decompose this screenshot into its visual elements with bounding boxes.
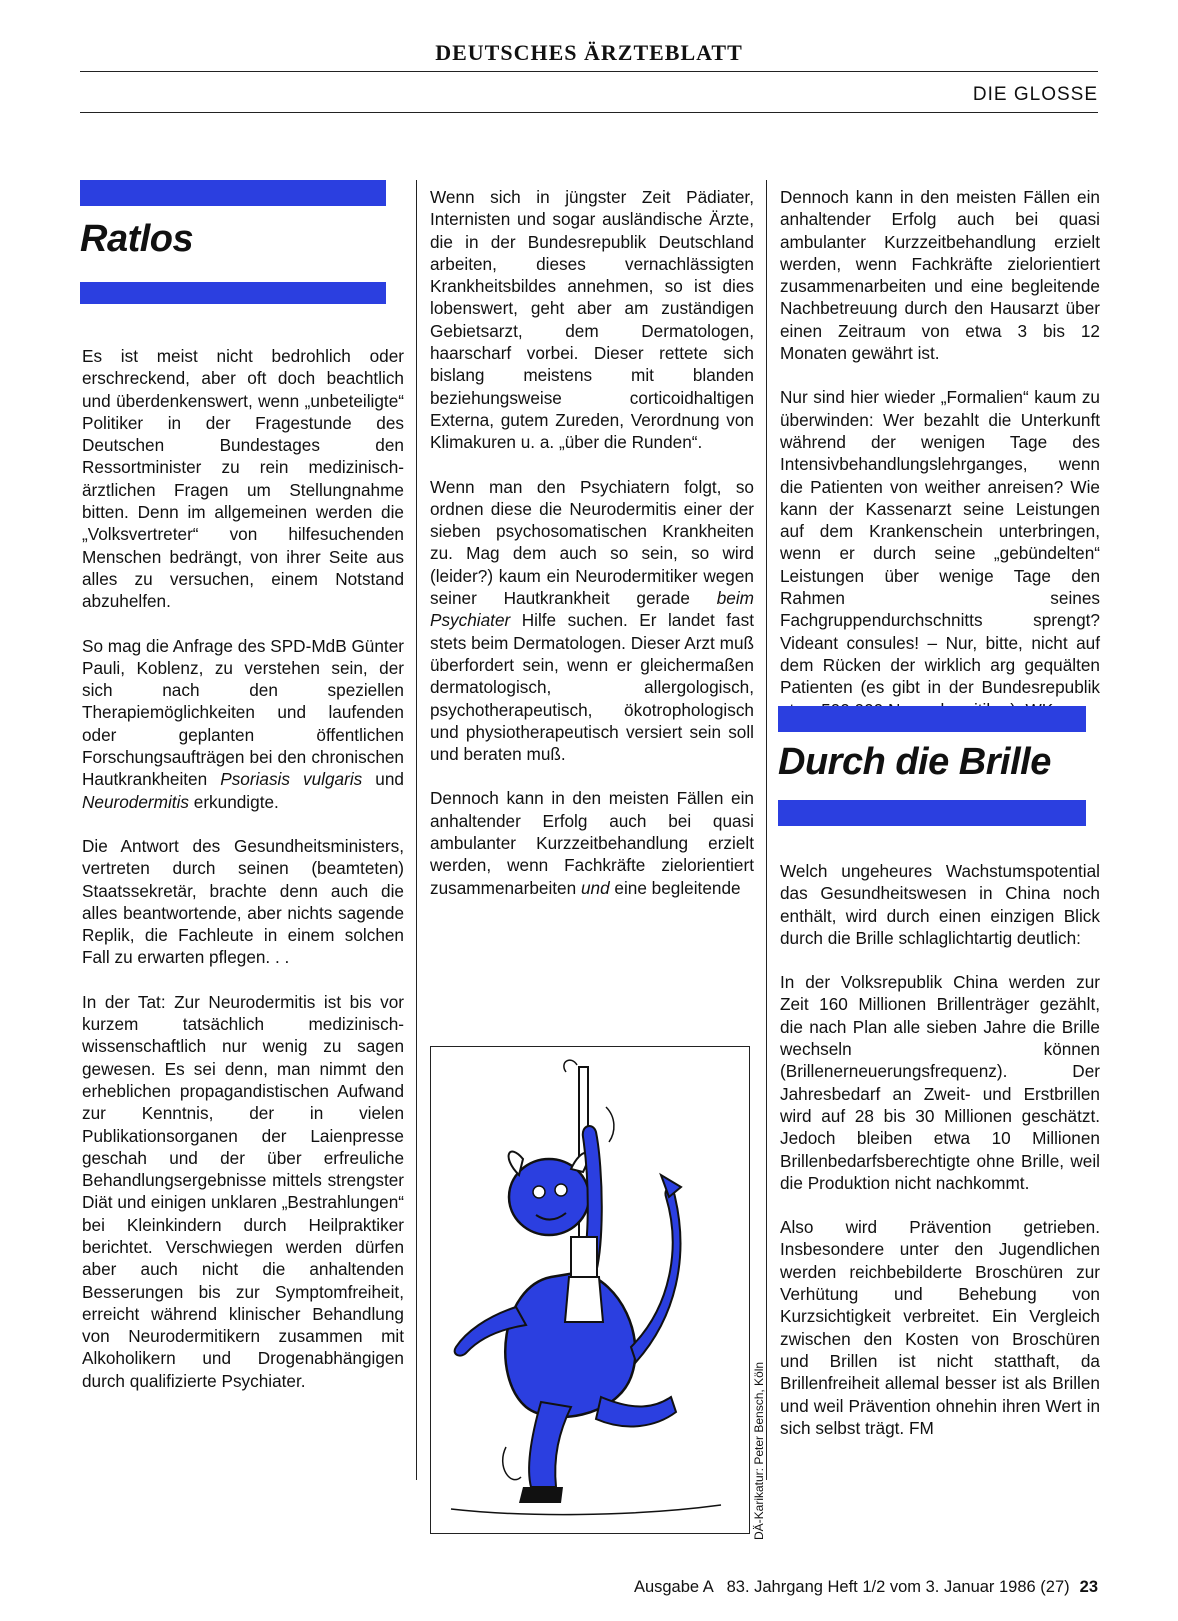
paragraph: Die Antwort des Gesundheitsministers, vertreten durch seinen (beamteten) Staatssekretär, brachte denn auch die alles beantwortende, aber nichts sagende Replik, die Fachleute in einem solchen Fall zu erwarten pflegen. . . xyxy=(82,835,404,968)
headline-bar-top xyxy=(80,180,386,206)
article-title-ratlos: Ratlos xyxy=(80,218,194,260)
masthead: DEUTSCHES ÄRZTEBLATT xyxy=(435,40,743,65)
issue-info: Ausgabe A 83. Jahrgang Heft 1/2 vom 3. Januar 1986 (27) xyxy=(633,1578,1070,1596)
paragraph xyxy=(82,635,404,813)
paragraph xyxy=(430,787,754,898)
section-label: DIE GLOSSE xyxy=(972,84,1098,105)
cartoon-illustration xyxy=(430,1046,750,1534)
page-footer xyxy=(634,1578,1098,1597)
headline-bar-bottom xyxy=(778,800,1086,826)
article-column-1 xyxy=(82,345,404,1414)
article-column-3 xyxy=(780,186,1100,743)
headline-bar-bottom xyxy=(80,282,386,304)
paragraph-text: Wenn man den Psychiatern folgt, so ordnen diese die Neurodermitis einer der sieben psychosomatischen Krankheiten zu. Mag dem auch so sein, so wird (leider?) kaum ein Neurodermitiker wegen seiner Hautkrankheit gerade beim Psychiater Hilfe suchen. Er landet fast stets beim Dermatologen. Dieser Arzt muß überfordert sein, wenn er gleichermaßen dermatologisch, allergologisch, psychotherapeutisch, ökotrophologisch und physiotherapeutisch versiert sein soll und beraten muß. xyxy=(430,476,754,765)
paragraph: Also wird Prävention getrieben. Insbesondere unter den Jugendlichen werden reichbebilderte Broschüren zur Verhütung und Behebung von Kurzsichtigkeit verbreitet. Ein Vergleich zwischen den Kosten von Broschüren und Brillen ist nicht statthaft, da Brillenfreiheit allemal besser ist als Brillen und weil Prävention ohnehin ihren Wert in sich selbst trägt. FM xyxy=(780,1217,1100,1438)
paragraph: Welch ungeheures Wachstumspotential das Gesundheitswesen in China noch enthält, wird durch einen einzigen Blick durch die Brille schlaglichtartig deutlich: xyxy=(780,861,1100,948)
paragraph: In der Volksrepublik China werden zur Zeit 160 Millionen Brillenträger gezählt, die nach Plan alle sieben Jahre die Brille wechseln können (Brillenerneuerungsfrequenz). Der Jahresbedarf an Zweit- und Erstbrillen wird auf 28 bis 30 Millionen geschätzt. Jedoch bleiben etwa 10 Millionen Brillenbedarfsberechtigte ohne Brille, weil die Produktion nicht nachkommt. xyxy=(780,972,1100,1193)
paragraph: Nur sind hier wieder „Formalien“ kaum zu überwinden: Wer bezahlt die Unterkunft während der wenigen Tage des Intensivbehandlungslehrganges, wenn die Patienten von weither anreisen? Wie kann der Kassenarzt seine Leistungen auf dem Krankenschein unterbringen, wenn er durch seine „gebündelten“ Leistungen über wenige Tage den Rahmen seines Fachgruppendurchschnitts sprengt? Videant consules! – Nur, bitte, nicht auf dem Rücken der wirklich arg gequälten Patienten (es gibt in der Bundesrepublik xyxy=(780,387,1100,698)
headline-bar-top xyxy=(778,706,1086,732)
column-divider xyxy=(766,180,767,1480)
paragraph-text: Dennoch kann in den meisten Fällen ein anhaltender Erfolg auch bei quasi ambulanter Kurzzeitbehandlung erzielt werden, wenn Fachkräfte zielorientiert zusammenarbeiten und eine begleitende xyxy=(430,788,754,898)
article-title-durch-die-brille: Durch die Brille xyxy=(778,741,1051,783)
cartoon-credit: DÄ-Karikatur: Peter Bensch, Köln xyxy=(752,1361,766,1540)
paragraph-text: So mag die Anfrage des SPD-MdB Günter Pauli, Koblenz, zu verstehen sein, der sich nach den speziellen Therapiemöglichkeiten und laufenden oder geplanten öffentlichen Forschungsaufträgen bei den chronischen Hautkrankheiten Psoriasis vulgaris und Neurodermitis erkundigte. xyxy=(82,635,404,812)
paragraph: Es ist meist nicht bedrohlich oder erschreckend, aber oft doch beachtlich und überdenkenswert, wenn „unbeteiligte“ Politiker in der Fragestunde des Deutschen Bundestages den Ressortminister zu rein medizinisch-ärztlichen Fragen um Stellungnahme bitten. Denn im allgemeinen werden die „Volksvertreter“ von hilfesuchenden Menschen bedrängt, von ihrer Seite aus alles zu versuchen, einem Notstand abzuhelfen. xyxy=(82,346,404,612)
paragraph: Dennoch kann in den meisten Fällen ein anhaltender Erfolg auch bei quasi ambulanter Kurzzeitbehandlung erzielt werden, wenn Fachkräfte zielorientiert zusammenarbeiten und eine begleitende Nachbetreuung durch den Hausarzt über einen Zeitraum von etwa 3 bis 12 Monaten gewährt ist. xyxy=(780,187,1100,364)
paragraph xyxy=(430,476,754,766)
devil-cartoon-icon xyxy=(431,1047,749,1533)
article-column-3-brille xyxy=(780,860,1100,1439)
column-divider xyxy=(416,180,417,1480)
page-number: 23 xyxy=(1079,1578,1098,1596)
paragraph: Wenn sich in jüngster Zeit Pädiater, Internisten und sogar ausländische Ärzte, die in der Bundesrepublik Deutschland arbeiten, dieses vernachlässigten Krankheitsbildes annehmen, so ist dies lobenswert, geht aber am zuständigen Gebietsarzt, dem Dermatologen, haarscharf vorbei. Dieser rettete sich bislang meistens mit blanden beziehungsweise corticoidhaltigen Externa, gutem Zureden, Verordnung von Klimakuren u. a. „über die Runden“. xyxy=(430,187,754,453)
paragraph: In der Tat: Zur Neurodermitis ist bis vor kurzem tatsächlich medizinisch-wissenschaftlich nur wenig zu sagen gewesen. Es sei denn, man nimmt den erheblichen propagandistischen Aufwand zur Kenntnis, der in vielen Publikationsorganen der Laienpresse geschah und der über erfreuliche Behandlungsergebnisse mittels strengster Diät und einigen unklaren „Bestrahlungen“ bei Kleinkindern durch Heilpraktiker berichtet. Verschwiegen werden dürfen aber auch nicht die anhaltenden Besserungen bis zur Symptomfreiheit, erreicht während klinischer Behandlung von Neurodermitikern zusammen mit Alkoholikern und Drogenabhängigen durch qualifizierte Psychiater. xyxy=(82,991,404,1391)
masthead-rule xyxy=(80,71,1098,72)
article-column-2 xyxy=(430,186,754,899)
section-rule xyxy=(80,112,1098,113)
